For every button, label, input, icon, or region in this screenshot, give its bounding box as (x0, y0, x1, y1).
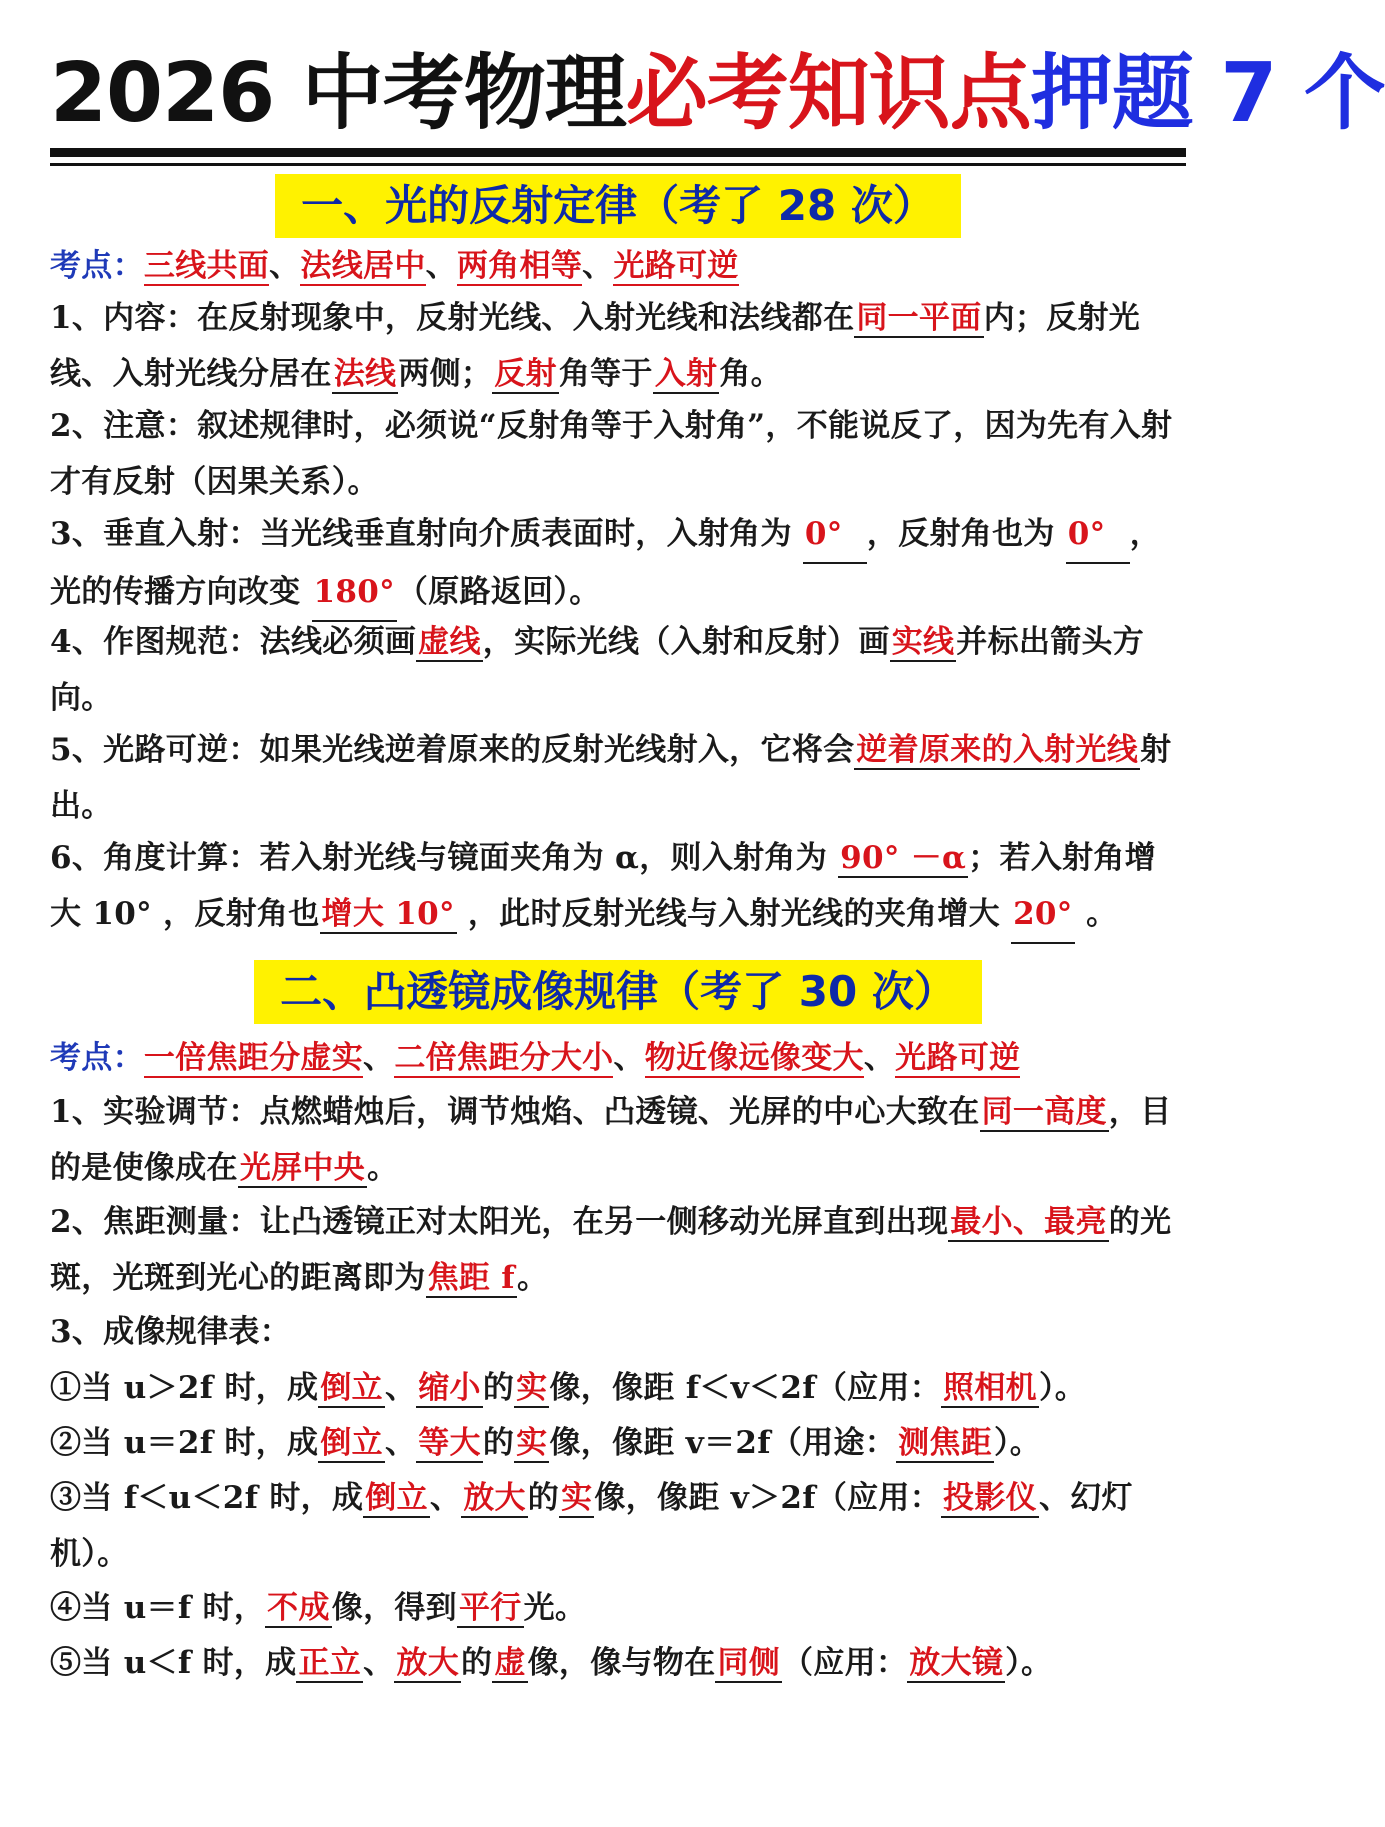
keyword: 正立 (298, 1645, 362, 1681)
keyword: 等大 (418, 1425, 481, 1461)
s1-point-2: 2、注意：叙述规律时，必须说“反射角等于入射角”，不能说反了，因为先有入射才有反射（因果关系）。 (50, 408, 1173, 500)
title-underline-thin (50, 163, 1186, 166)
section2-kaodian: 考点：一倍焦距分虚实、二倍焦距分大小、物近像远像变大、光路可逆 (50, 1040, 1021, 1076)
s1-point-4: 4、作图规范：法线必须画虚线，实际光线（入射和反射）画实线并标出箭头方向。 (50, 624, 1145, 716)
s2-point-2: 2、焦距测量：让凸透镜正对太阳光，在另一侧移动光屏直到出现最小、最亮的光斑，光斑到光心的距离即为焦距 f。 (50, 1204, 1172, 1296)
keyword: 放大 (463, 1480, 526, 1516)
kaodian-item: 二倍焦距分大小 (394, 1040, 614, 1076)
kaodian-label: 考点： (50, 248, 144, 284)
keyword: 增大 10° (321, 896, 455, 932)
keyword: 虚 (494, 1645, 526, 1681)
title-part-blue: 押题 7 个 (1030, 46, 1385, 141)
s1-point-3: 3、垂直入射：当光线垂直射向介质表面时，入射角为 0° ，反射角也为 0° ，光的传播方向改变 180°（原路返回）。 (50, 506, 1186, 622)
s2-rule-1: ①当 u＞2f 时，成倒立、缩小的实像，像距 f＜v＜2f（应用：照相机）。 (50, 1370, 1087, 1406)
s2-rule-5: ⑤当 u＜f 时，成正立、放大的虚像，像与物在同侧（应用：放大镜）。 (50, 1645, 1053, 1681)
keyword: 平行 (458, 1590, 522, 1626)
keyword: 180° (312, 564, 397, 622)
kaodian-item: 两角相等 (456, 248, 583, 284)
keyword: 同一高度 (981, 1094, 1107, 1130)
section1-heading: 一、光的反射定律（考了 28 次） (0, 174, 1236, 238)
keyword: 同侧 (717, 1645, 781, 1681)
keyword: 0° (1066, 506, 1130, 564)
kaodian-item: 物近像远像变大 (644, 1040, 864, 1076)
title-part-red: 必考知识点 (625, 46, 1031, 141)
s2-rule-3: ③当 f＜u＜2f 时，成倒立、放大的实像，像距 v＞2f（应用：投影仪、幻灯机）。 (50, 1480, 1133, 1572)
keyword: 90° －α (840, 840, 967, 876)
keyword: 投影仪 (943, 1480, 1037, 1516)
kaodian-label: 考点： (50, 1040, 144, 1076)
keyword: 光屏中央 (239, 1150, 366, 1186)
keyword: 照相机 (943, 1370, 1037, 1406)
section1-kaodian: 考点：三线共面、法线居中、两角相等、光路可逆 (50, 248, 739, 284)
keyword: 实 (561, 1480, 593, 1516)
keyword: 倒立 (320, 1425, 383, 1461)
s2-rule-4: ④当 u＝f 时，不成像，得到平行光。 (50, 1590, 587, 1626)
keyword: 法线 (333, 356, 397, 392)
kaodian-item: 一倍焦距分虚实 (143, 1040, 364, 1076)
s1-point-5: 5、光路可逆：如果光线逆着原来的反射光线射入，它将会逆着原来的入射光线射出。 (50, 732, 1172, 824)
keyword: 虚线 (418, 624, 481, 660)
title-underline-thick (50, 148, 1186, 157)
keyword: 放大镜 (909, 1645, 1004, 1681)
keyword: 0° (803, 506, 867, 564)
main-title (50, 42, 1385, 146)
s1-point-6: 6、角度计算：若入射光线与镜面夹角为 α，则入射角为 90° －α；若入射角增大 10° ，反射角也增大 10° ，此时反射光线与入射光线的夹角增大 20° 。 (50, 830, 1186, 944)
kaodian-item: 三线共面 (143, 248, 270, 284)
kaodian-item: 法线居中 (300, 248, 426, 284)
keyword: 实 (516, 1370, 548, 1406)
keyword: 测焦距 (898, 1425, 992, 1461)
keyword: 逆着原来的入射光线 (856, 732, 1139, 768)
keyword: 实 (516, 1425, 548, 1461)
keyword: 缩小 (418, 1370, 481, 1406)
keyword: 反射 (494, 356, 557, 392)
keyword: 最小、最亮 (950, 1204, 1107, 1240)
keyword: 实线 (891, 624, 955, 660)
section2-heading: 二、凸透镜成像规律（考了 30 次） (0, 960, 1236, 1024)
keyword: 倒立 (365, 1480, 428, 1516)
s2-point-3: 3、成像规律表： (50, 1314, 291, 1350)
keyword: 入射 (654, 356, 718, 392)
keyword: 放大 (396, 1645, 459, 1681)
s2-rule-2: ②当 u＝2f 时，成倒立、等大的实像，像距 v＝2f（用途：测焦距）。 (50, 1425, 1042, 1461)
s2-point-1: 1、实验调节：点燃蜡烛后，调节烛焰、凸透镜、光屏的中心大致在同一高度，目的是使像成在光屏中央。 (50, 1094, 1172, 1186)
title-part-year: 2026 中考物理 (50, 46, 626, 141)
keyword: 20° (1011, 886, 1075, 944)
keyword: 不成 (267, 1590, 330, 1626)
s1-point-1: 1、内容：在反射现象中，反射光线、入射光线和法线都在同一平面内；反射光线、入射光线分居在法线两侧；反射角等于入射角。 (50, 300, 1141, 392)
keyword: 同一平面 (856, 300, 982, 336)
keyword: 倒立 (320, 1370, 383, 1406)
kaodian-item: 光路可逆 (613, 248, 739, 284)
kaodian-item: 光路可逆 (895, 1040, 1021, 1076)
keyword: 焦距 f (427, 1260, 515, 1296)
